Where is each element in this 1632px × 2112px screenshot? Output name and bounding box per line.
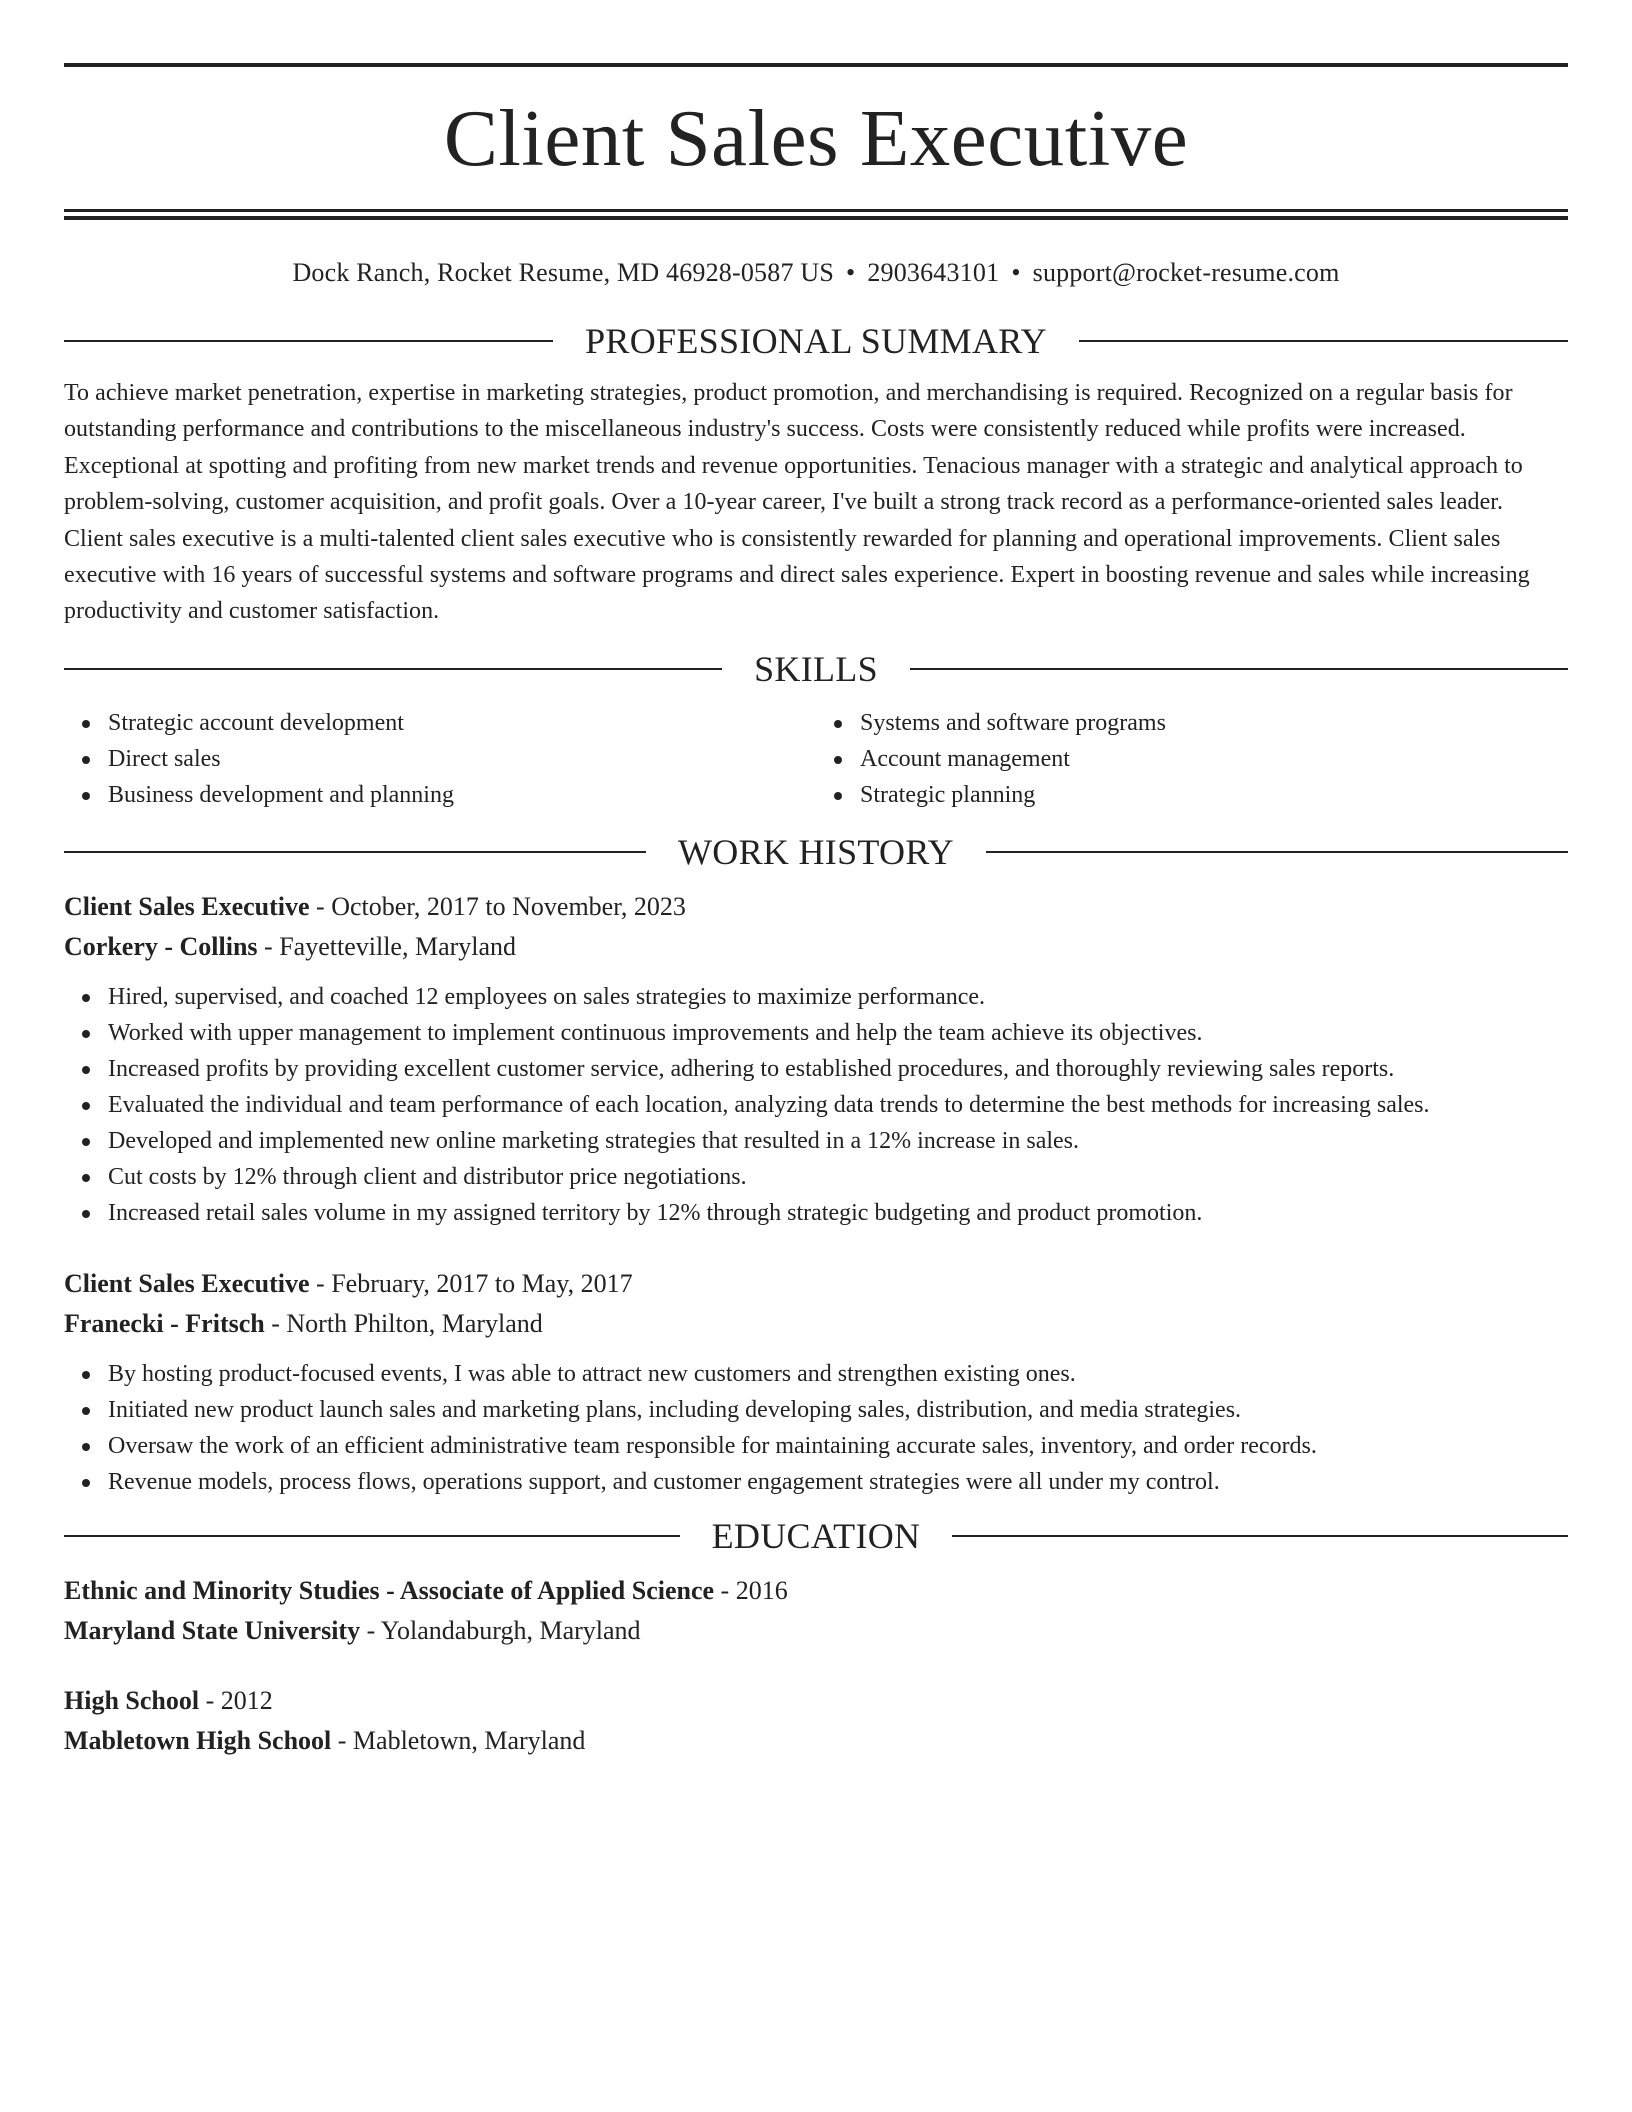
education-degree-line bbox=[64, 1571, 1568, 1611]
education-degree: High School bbox=[64, 1685, 200, 1715]
job-entry bbox=[64, 1264, 1568, 1500]
education-school-line bbox=[64, 1721, 1568, 1761]
job-entry bbox=[64, 887, 1568, 1231]
dash: - bbox=[257, 931, 280, 961]
dash: - bbox=[331, 1725, 353, 1755]
job-dates: February, 2017 to May, 2017 bbox=[331, 1268, 633, 1298]
job-location: Fayetteville, Maryland bbox=[279, 931, 517, 961]
job-company-line bbox=[64, 1304, 1568, 1344]
section-title: WORK HISTORY bbox=[678, 831, 954, 872]
job-bullet: By hosting product-focused events, I was able to attract new customers and strengthen existing ones. bbox=[108, 1356, 1568, 1392]
skill-item: Strategic account development bbox=[108, 705, 816, 741]
dash: - bbox=[714, 1575, 736, 1605]
contact-line bbox=[64, 260, 1568, 286]
job-bullet: Hired, supervised, and coached 12 employees on sales strategies to maximize performance. bbox=[108, 979, 1568, 1015]
skills-list bbox=[64, 705, 1568, 813]
education-entry bbox=[64, 1681, 1568, 1761]
education-location: Yolandaburgh, Maryland bbox=[380, 1615, 641, 1645]
dash: - bbox=[264, 1308, 287, 1338]
section-rule bbox=[64, 668, 722, 670]
dash: - bbox=[309, 891, 332, 921]
section-rule bbox=[1079, 340, 1568, 342]
contact-phone: 2903643101 bbox=[867, 258, 1000, 287]
skills-column-right bbox=[816, 705, 1568, 813]
double-rule bbox=[64, 209, 1568, 220]
resume-name: Client Sales Executive bbox=[443, 93, 1189, 183]
education-degree-line bbox=[64, 1681, 1568, 1721]
job-bullets bbox=[64, 979, 1568, 1231]
education-year: 2016 bbox=[735, 1575, 788, 1605]
education-school: Maryland State University bbox=[64, 1615, 361, 1645]
section-header-work bbox=[64, 831, 1568, 872]
job-bullet: Increased retail sales volume in my assigned territory by 12% through strategic budgeting and product promotion. bbox=[108, 1195, 1568, 1231]
education-year: 2012 bbox=[220, 1685, 273, 1715]
contact-separator: • bbox=[846, 258, 856, 287]
job-company-line bbox=[64, 927, 1568, 967]
dash: - bbox=[199, 1685, 221, 1715]
section-title: SKILLS bbox=[754, 648, 878, 689]
section-rule bbox=[64, 851, 646, 853]
job-title: Client Sales Executive bbox=[64, 1268, 310, 1298]
section-rule bbox=[64, 340, 553, 342]
section-rule bbox=[986, 851, 1568, 853]
dash: - bbox=[360, 1615, 381, 1645]
education-school: Mabletown High School bbox=[64, 1725, 332, 1755]
section-header-education bbox=[64, 1515, 1568, 1556]
skills-column-left bbox=[64, 705, 816, 813]
education-location: Mabletown, Maryland bbox=[352, 1725, 586, 1755]
skill-item: Strategic planning bbox=[860, 777, 1568, 813]
job-location: North Philton, Maryland bbox=[286, 1308, 543, 1338]
job-bullet: Oversaw the work of an efficient administrative team responsible for maintaining accurate sales, inventory, and order records. bbox=[108, 1428, 1568, 1464]
section-title: PROFESSIONAL SUMMARY bbox=[585, 321, 1047, 361]
section-header-skills bbox=[64, 648, 1568, 689]
job-title-line bbox=[64, 1264, 1568, 1304]
skill-item: Business development and planning bbox=[108, 777, 816, 813]
summary-text: To achieve market penetration, expertise in marketing strategies, product promotion, and merchandising is required. Recognized on a regular basis for outstanding performance and contributions to the miscellaneous industry's success. Costs were consistently reduced while profits were increased. Exceptional at spotting and profiting from new market trends and revenue opportunities. Tenacious manager with a strategic and analytical approach to problem-solving, customer acquisition, and profit goals. Over a 10-year career, I've built a strong track record as a performance-oriented sales leader. Client sales executive is a multi-talented client sales executive who is consistently rewarded for planning and operational improvements. Client sales executive with 16 years of successful systems and software programs and direct sales experience. Expert in boosting revenue and sales while increasing productivity and customer satisfaction. bbox=[64, 380, 1530, 625]
skill-item: Direct sales bbox=[108, 741, 816, 777]
job-company: Franecki - Fritsch bbox=[64, 1308, 265, 1338]
section-title: EDUCATION bbox=[711, 1515, 921, 1556]
education-degree: Ethnic and Minority Studies - Associate of Applied Science bbox=[64, 1575, 715, 1605]
job-bullet: Revenue models, process flows, operations support, and customer engagement strategies were all under my control. bbox=[108, 1464, 1568, 1500]
education-school-line bbox=[64, 1611, 1568, 1651]
job-bullet: Developed and implemented new online marketing strategies that resulted in a 12% increase in sales. bbox=[108, 1123, 1568, 1159]
job-bullet: Cut costs by 12% through client and distributor price negotiations. bbox=[108, 1159, 1568, 1195]
job-company: Corkery - Collins bbox=[64, 931, 258, 961]
job-title: Client Sales Executive bbox=[64, 891, 310, 921]
contact-email: support@rocket-resume.com bbox=[1032, 258, 1340, 287]
job-bullets bbox=[64, 1356, 1568, 1500]
job-bullet: Evaluated the individual and team performance of each location, analyzing data trends to determine the best methods for increasing sales. bbox=[108, 1087, 1568, 1123]
skill-item: Systems and software programs bbox=[860, 705, 1568, 741]
job-bullet: Increased profits by providing excellent customer service, adhering to established procedures, and thoroughly reviewing sales reports. bbox=[108, 1051, 1568, 1087]
job-title-line bbox=[64, 887, 1568, 927]
job-bullet: Initiated new product launch sales and marketing plans, including developing sales, distribution, and media strategies. bbox=[108, 1392, 1568, 1428]
job-dates: October, 2017 to November, 2023 bbox=[331, 891, 686, 921]
section-rule bbox=[952, 1535, 1568, 1537]
dash: - bbox=[309, 1268, 332, 1298]
job-bullet: Worked with upper management to implement continuous improvements and help the team achieve its objectives. bbox=[108, 1015, 1568, 1051]
skill-item: Account management bbox=[860, 741, 1568, 777]
section-header-summary bbox=[64, 323, 1568, 359]
section-rule bbox=[64, 1535, 680, 1537]
education-entry bbox=[64, 1571, 1568, 1651]
section-rule bbox=[910, 668, 1568, 670]
contact-address: Dock Ranch, Rocket Resume, MD 46928-0587 US bbox=[292, 258, 834, 287]
contact-separator: • bbox=[1011, 258, 1021, 287]
